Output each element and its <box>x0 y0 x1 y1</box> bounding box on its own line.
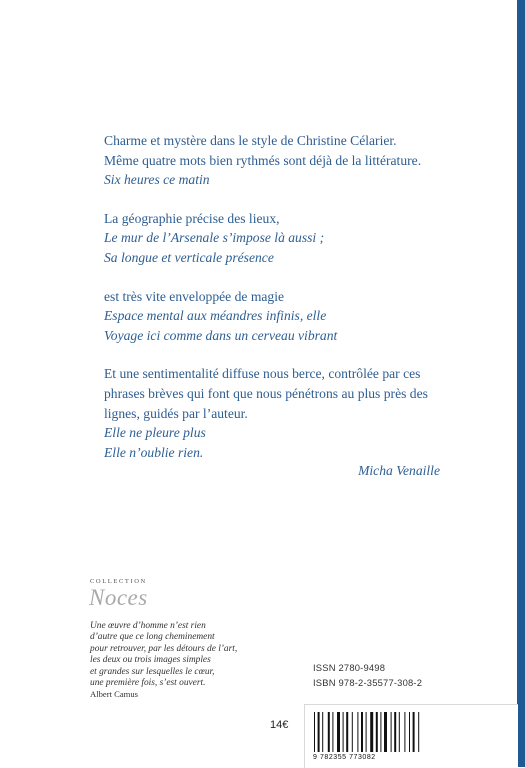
barcode-bar <box>394 712 396 752</box>
quote-line: d’autre que ce long cheminement <box>90 632 215 643</box>
barcode-bar <box>399 712 400 752</box>
review-mixed-line <box>104 228 449 248</box>
review-line: lignes, guidés par l’auteur. <box>104 405 248 421</box>
barcode-bar <box>337 712 340 752</box>
review-quote-line: Six heures ce matin <box>104 172 210 188</box>
collection-label: COLLECTION <box>90 578 147 585</box>
barcode-bar <box>322 712 323 752</box>
review-line: phrases brèves qui font que nous pénétrons au plus près des <box>104 385 428 401</box>
review-line: Charme et mystère dans le style de Christine Célarier. <box>104 133 397 148</box>
review-paragraph-2 <box>104 209 449 268</box>
barcode-bar <box>332 712 333 752</box>
issn-number: ISSN 2780-9498 <box>313 662 386 673</box>
barcode-bar <box>370 712 373 752</box>
barcode-bar <box>346 712 348 752</box>
review-quote-line: Sa longue et verticale présence <box>104 249 274 265</box>
epigraph-quote <box>90 621 270 689</box>
barcode-bar <box>413 712 415 752</box>
barcode-bar <box>361 712 363 752</box>
review-paragraph-1 <box>104 131 449 190</box>
review-quote-line: Elle ne pleure plus <box>104 425 206 441</box>
review-line: Même quatre mots bien rythmés sont déjà de la littérature. <box>104 152 422 168</box>
barcode-bar <box>366 712 367 752</box>
barcode-bar <box>384 712 387 752</box>
review-paragraph-3 <box>104 287 449 346</box>
review-signature: Micha Venaille <box>358 463 440 478</box>
review-quote-line: Voyage ici comme dans un cerveau vibrant <box>104 327 338 343</box>
collection-logo: Noces <box>89 585 148 610</box>
barcode-bar <box>343 712 344 752</box>
barcode-bar <box>404 712 405 752</box>
isbn-number: ISBN 978-2-35577-308-2 <box>313 677 423 688</box>
barcode-panel <box>304 704 518 768</box>
review-quote-fragment: Le mur de l’Arsenale <box>104 230 220 246</box>
quote-line: pour retrouver, par les détours de l’art, <box>90 643 238 654</box>
review-paragraph-4 <box>104 364 449 462</box>
barcode-icon <box>314 712 424 756</box>
barcode-bar <box>314 712 315 752</box>
review-line: est très vite enveloppée de magie <box>104 288 285 304</box>
barcode-bar <box>380 712 381 752</box>
review-line: Et une sentimentalité diffuse nous berce, contrôlée par ces <box>104 366 421 382</box>
quote-line: une première fois, s’est ouvert. <box>90 678 206 689</box>
barcode-bar <box>352 712 353 752</box>
review-quote-line: Elle n’oublie rien. <box>104 444 204 460</box>
quote-line: les deux ou trois images simples <box>90 655 211 666</box>
review-quote-fragment: s’impose là aussi ; <box>222 230 325 246</box>
barcode-bar <box>418 712 419 752</box>
price-label: 14€ <box>270 719 289 731</box>
barcode-bar <box>357 712 358 752</box>
barcode-bar <box>391 712 392 752</box>
quote-author: Albert Camus <box>90 689 138 699</box>
review-quote-line: Espace mental aux méandres infinis, elle <box>104 308 327 324</box>
barcode-bar <box>376 712 378 752</box>
review-text <box>104 131 449 481</box>
barcode-bar <box>328 712 330 752</box>
quote-line: Une œuvre d’homme n’est rien <box>90 621 206 631</box>
review-line: La géographie précise des lieux, <box>104 210 280 226</box>
quote-line: et grandes sur lesquelles le cœur, <box>90 666 215 677</box>
barcode-bar <box>409 712 410 752</box>
barcode-digits: 9 782355 773082 <box>313 754 376 761</box>
barcode-bar <box>318 712 320 752</box>
spine-color-band <box>517 0 525 767</box>
